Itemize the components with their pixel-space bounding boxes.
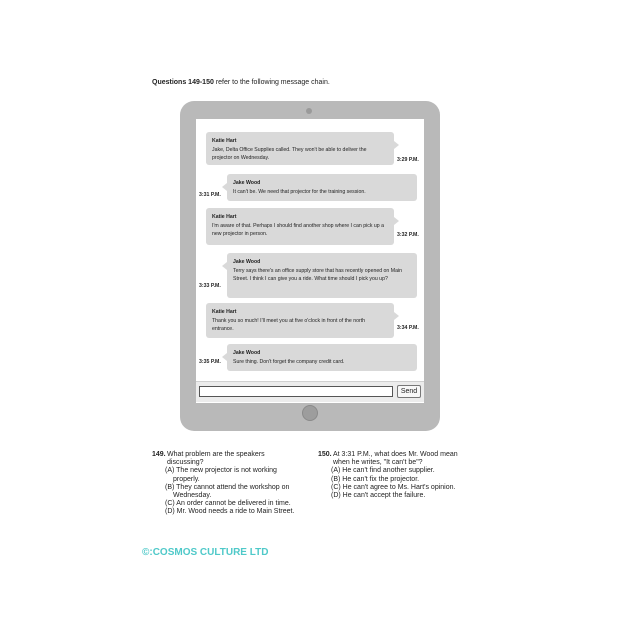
message-screen [196, 119, 424, 403]
message-bubble [227, 344, 417, 371]
copyright-notice: ©:COSMOS CULTURE LTD [142, 547, 269, 558]
questions-intro [152, 79, 330, 86]
message-bubble [227, 253, 417, 298]
message-bubble [206, 303, 394, 338]
sender-name: Jake Wood [233, 259, 261, 265]
sender-name: Katie Hart [212, 214, 237, 220]
answer-option[interactable]: (D) He can't accept the failure. [331, 492, 426, 500]
question-150 [318, 451, 478, 500]
question-number: 149. [152, 451, 166, 458]
message-text: It can't be. We need that projector for the training session. [233, 189, 366, 195]
sender-name: Katie Hart [212, 138, 237, 144]
answer-option[interactable]: (B) He can't fix the projector. [331, 475, 420, 483]
answer-option[interactable]: (A) He can't find another supplier. [331, 467, 435, 475]
answer-option[interactable]: (B) They cannot attend the workshop on Wednesday. [165, 483, 290, 500]
tablet-device [180, 101, 440, 431]
message-bubble [227, 174, 417, 201]
message-time: 3:33 P.M. [199, 283, 221, 289]
answer-option[interactable]: (C) He can't agree to Ms. Hart's opinion. [331, 483, 456, 491]
message-time: 3:35 P.M. [199, 359, 221, 365]
message-bubble [206, 208, 394, 245]
questions-range: Questions 149-150 [152, 79, 214, 86]
question-number: 150. [318, 451, 332, 458]
question-149 [152, 451, 312, 517]
answer-option[interactable]: (C) An order cannot be delivered in time. [165, 500, 291, 508]
message-text: Jake, Delta Office Supplies called. They won't be able to deliver the projector on Wednesday. [212, 147, 367, 161]
message-text: I'm aware of that. Perhaps I should find another shop where I can pick up a new projector in person. [212, 223, 384, 237]
message-time: 3:34 P.M. [397, 325, 419, 331]
sender-name: Jake Wood [233, 350, 261, 356]
sender-name: Jake Wood [233, 180, 261, 186]
question-text: What problem are the speakers discussing? [167, 451, 265, 467]
intro-text: refer to the following message chain. [213, 79, 330, 86]
message-time: 3:29 P.M. [397, 157, 419, 163]
camera-icon [306, 108, 312, 114]
message-text: Thank you so much! I'll meet you at five o'clock in front of the north entrance. [212, 318, 366, 332]
message-time: 3:31 P.M. [199, 192, 221, 198]
message-text: Terry says there's an office supply store that has recently opened on Main Street. I think I can give you a ride. What time should I pick you up? [233, 268, 403, 282]
home-button[interactable] [302, 405, 318, 421]
answer-option[interactable]: (D) Mr. Wood needs a ride to Main Street. [165, 508, 295, 516]
message-input[interactable] [199, 386, 393, 397]
message-text: Sure thing. Don't forget the company credit card. [233, 359, 345, 365]
message-time: 3:32 P.M. [397, 232, 419, 238]
question-text: At 3:31 P.M., what does Mr. Wood mean when he writes, "It can't be"? [333, 451, 458, 467]
message-bubble [206, 132, 394, 165]
answer-option[interactable]: (A) The new projector is not working properly. [165, 467, 277, 483]
sender-name: Katie Hart [212, 309, 237, 315]
send-button[interactable]: Send [397, 385, 421, 398]
compose-bar [196, 381, 424, 402]
